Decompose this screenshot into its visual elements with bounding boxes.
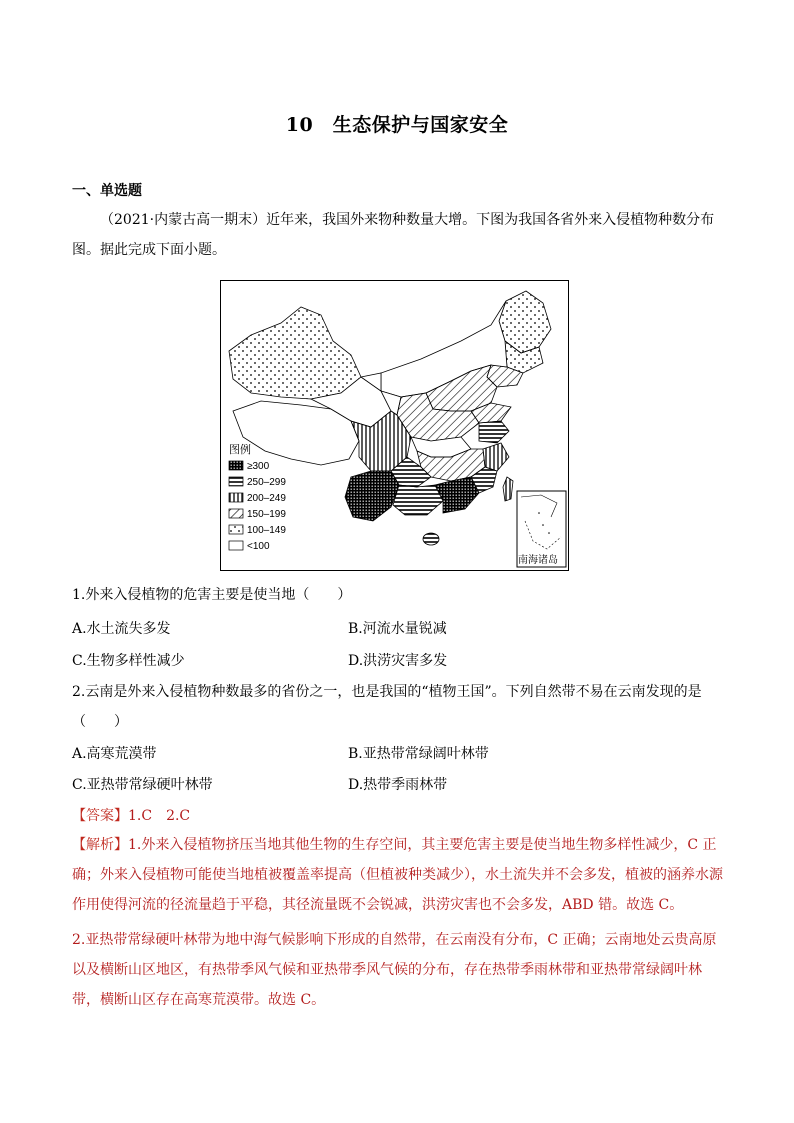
- q1-option-a: A.水土流失多发: [72, 621, 171, 637]
- region-xinjiang: [229, 307, 361, 399]
- map-legend: [229, 442, 286, 552]
- svg-text:150–199: 150–199: [247, 509, 286, 520]
- legend-item-6: [229, 541, 270, 552]
- svg-text:<100: <100: [247, 541, 270, 552]
- page-title: 10 生态保护与国家安全: [285, 114, 509, 136]
- intro-paragraph: （2021·内蒙古高一期末）近年来，我国外来物种数量大增。下图为我国各省外来入侵植物种数分布图。据此完成下面小题。: [72, 212, 715, 258]
- svg-text:≥300: ≥300: [247, 461, 270, 472]
- legend-item-1: [229, 461, 270, 472]
- region-taiwan: [503, 477, 513, 501]
- answer-line: [72, 805, 190, 825]
- region-guangxi: [393, 485, 443, 515]
- q2-option-a: A.高寒荒漠带: [72, 746, 157, 762]
- question-2-stem-line2: （ ）: [72, 714, 128, 730]
- region-yunnan: [345, 471, 399, 521]
- question-2-stem-line1: 2.云南是外来入侵植物种数最多的省份之一，也是我国的“植物王国”。下列自然带不易在云南发现的是: [72, 684, 702, 700]
- svg-text:250–299: 250–299: [247, 477, 286, 488]
- inset-label: 南海诸岛: [518, 555, 558, 566]
- q2-option-d: D.热带季雨林带: [348, 777, 448, 793]
- analysis-label: 【解析】: [72, 837, 128, 853]
- legend-item-4: [229, 509, 286, 520]
- svg-text:100–149: 100–149: [247, 525, 286, 536]
- answer-label: 【答案】: [72, 808, 128, 824]
- legend-item-5: [229, 525, 286, 536]
- region-guangdong: [435, 477, 479, 513]
- answer-text: 1.C 2.C: [128, 808, 191, 824]
- q2-option-b: B.亚热带常绿阔叶林带: [348, 746, 489, 762]
- q1-option-d: D.洪涝灾害多发: [348, 653, 448, 669]
- china-invasive-plants-map: [220, 280, 569, 571]
- section-heading: 一、单选题: [72, 183, 142, 199]
- q1-option-c: C.生物多样性减少: [72, 653, 185, 669]
- region-hainan: [423, 533, 439, 545]
- map-svg: [221, 281, 567, 569]
- analysis-paragraph-1: [72, 830, 726, 920]
- q1-option-b: B.河流水量锐减: [348, 621, 447, 637]
- analysis-text-1: 1.外来入侵植物挤压当地其他生物的生存空间，其主要危害主要是使当地生物多样性减少，C 正确；外来入侵植物可能使当地植被覆盖率提高（但植被种类减少），水土流失并不会多发，植被的涵养水源作用使得河流的径流量趋于平稳，其径流量既不会锐减，洪涝灾害也不会多发，ABD 错。故选 C。: [72, 837, 723, 913]
- region-jiangsu: [479, 421, 509, 443]
- legend-item-2: [229, 477, 286, 488]
- analysis-paragraph-2: 2.亚热带常绿硬叶林带为地中海气候影响下形成的自然带，在云南没有分布，C 正确；云南地处云贵高原以及横断山区地区，有热带季风气候和亚热带季风气候的分布，存在热带季雨林带和亚热带常绿阔叶林带，横断山区存在高寒荒漠带。故选 C。: [72, 932, 717, 1008]
- region-zhejiang: [483, 443, 509, 471]
- svg-text:200–249: 200–249: [247, 493, 286, 504]
- legend-item-3: [229, 493, 286, 504]
- question-1-stem: 1.外来入侵植物的危害主要是使当地（ ）: [72, 587, 352, 603]
- q2-option-c: C.亚热带常绿硬叶林带: [72, 777, 213, 793]
- legend-title: 图例: [229, 444, 251, 456]
- south-china-sea-inset: [517, 491, 566, 567]
